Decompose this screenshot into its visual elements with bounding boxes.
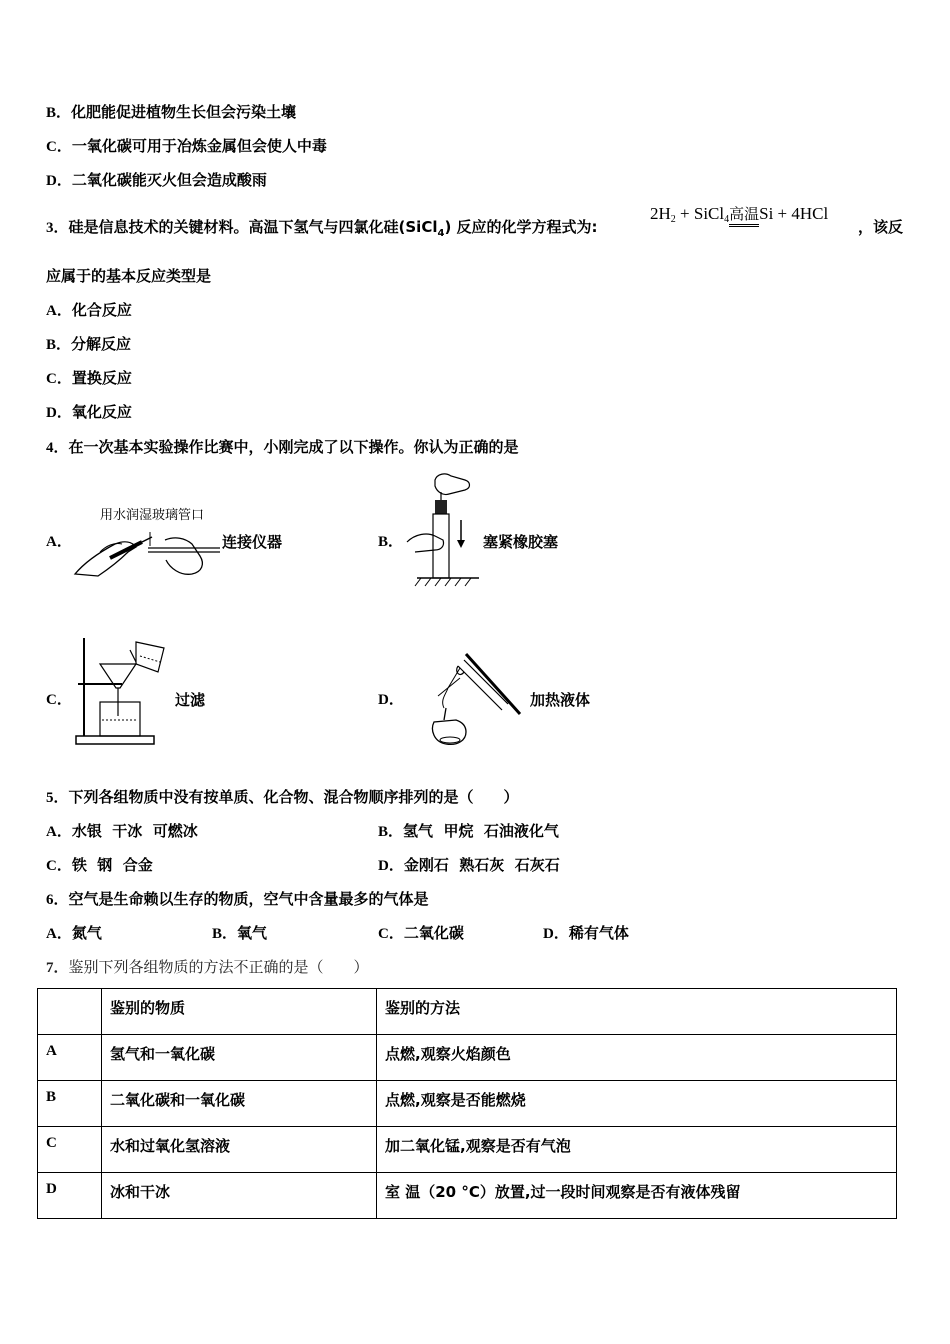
q3-option-a: A．化合反应 bbox=[46, 301, 132, 319]
q4-d-label: D． bbox=[378, 692, 404, 708]
row-method: 加二氧化锰,观察是否有气泡 bbox=[377, 1127, 897, 1173]
row-key: C bbox=[38, 1127, 102, 1173]
table-row bbox=[38, 1127, 897, 1173]
table-header-cell: 鉴别的物质 bbox=[102, 989, 377, 1035]
connect-apparatus-illustration bbox=[70, 522, 220, 584]
heating-liquid-illustration bbox=[420, 648, 524, 752]
q5-stem: 5．下列各组物质中没有按单质、化合物、混合物顺序排列的是（ ） bbox=[46, 788, 519, 806]
insert-stopper-illustration bbox=[405, 470, 485, 588]
q3-stem-line2: 应属于的基本反应类型是 bbox=[46, 267, 212, 285]
q3-stem: 3．硅是信息技术的关键材料。高温下氢气与四氯化硅(SiCl$_4$) 反应的化学方程式为: bbox=[46, 218, 598, 239]
row-substance: 水和过氧化氢溶液 bbox=[102, 1127, 377, 1173]
q4-d-caption: 加热液体 bbox=[530, 691, 591, 709]
q3-option-d: D．氧化反应 bbox=[46, 403, 132, 421]
q4-a-caption: 连接仪器 bbox=[222, 533, 283, 551]
q2-option-d: D．二氧化碳能灭火但会造成酸雨 bbox=[46, 171, 267, 189]
row-method: 点燃,观察火焰颜色 bbox=[377, 1035, 897, 1081]
q5-option-c: C．铁 钢 合金 bbox=[46, 856, 153, 874]
row-method: 室 温（20 °C）放置,过一段时间观察是否有液体残留 bbox=[377, 1173, 897, 1219]
q6-option-b: B．氧气 bbox=[212, 924, 268, 942]
q4-b-caption: 塞紧橡胶塞 bbox=[483, 533, 559, 551]
q2-option-b: B．化肥能促进植物生长但会污染土壤 bbox=[46, 103, 297, 121]
q6-option-d: D．稀有气体 bbox=[543, 924, 629, 942]
q5-option-b: B．氢气 甲烷 石油液化气 bbox=[378, 822, 559, 840]
row-key: D bbox=[38, 1173, 102, 1219]
row-substance: 冰和干冰 bbox=[102, 1173, 377, 1219]
q4-stem: 4．在一次基本实验操作比赛中，小刚完成了以下操作。你认为正确的是 bbox=[46, 438, 519, 456]
q3-stem-tail: ，该反 bbox=[858, 218, 904, 236]
filtration-illustration bbox=[74, 632, 172, 746]
table-header-cell bbox=[38, 989, 102, 1035]
q6-option-a: A．氮气 bbox=[46, 924, 102, 942]
row-substance: 二氧化碳和一氧化碳 bbox=[102, 1081, 377, 1127]
q4-c-caption: 过滤 bbox=[175, 691, 206, 709]
q4-c-label: C． bbox=[46, 692, 72, 708]
table-row bbox=[38, 1173, 897, 1219]
reaction-condition: 高温 bbox=[729, 207, 759, 227]
table-header-row bbox=[38, 989, 897, 1035]
row-method: 点燃,观察是否能燃烧 bbox=[377, 1081, 897, 1127]
q4-b-label: B． bbox=[378, 534, 404, 550]
q5-option-a: A．水银 干冰 可燃冰 bbox=[46, 822, 198, 840]
q6-option-c: C．二氧化碳 bbox=[378, 924, 464, 942]
row-key: A bbox=[38, 1035, 102, 1081]
q3-equation: $2H_2$ + SiCl$_4$高温Si + 4HCl bbox=[650, 204, 829, 225]
q6-stem: 6．空气是生命赖以生存的物质，空气中含量最多的气体是 bbox=[46, 890, 429, 908]
table-header-cell: 鉴别的方法 bbox=[377, 989, 897, 1035]
q5-option-d: D．金刚石 熟石灰 石灰石 bbox=[378, 856, 560, 874]
q3-option-b: B．分解反应 bbox=[46, 335, 132, 353]
table-row bbox=[38, 1081, 897, 1127]
row-key: B bbox=[38, 1081, 102, 1127]
row-substance: 氢气和一氧化碳 bbox=[102, 1035, 377, 1081]
q2-option-c: C．一氧化碳可用于冶炼金属但会使人中毒 bbox=[46, 137, 327, 155]
q7-stem: 7．鉴别下列各组物质的方法不正确的是（ ） bbox=[46, 958, 369, 976]
q4-a-note: 用水润湿玻璃管口 bbox=[100, 508, 205, 523]
table-row bbox=[38, 1035, 897, 1081]
q4-a-label: A． bbox=[46, 534, 72, 550]
q7-table bbox=[37, 988, 897, 1219]
q3-option-c: C．置换反应 bbox=[46, 369, 132, 387]
